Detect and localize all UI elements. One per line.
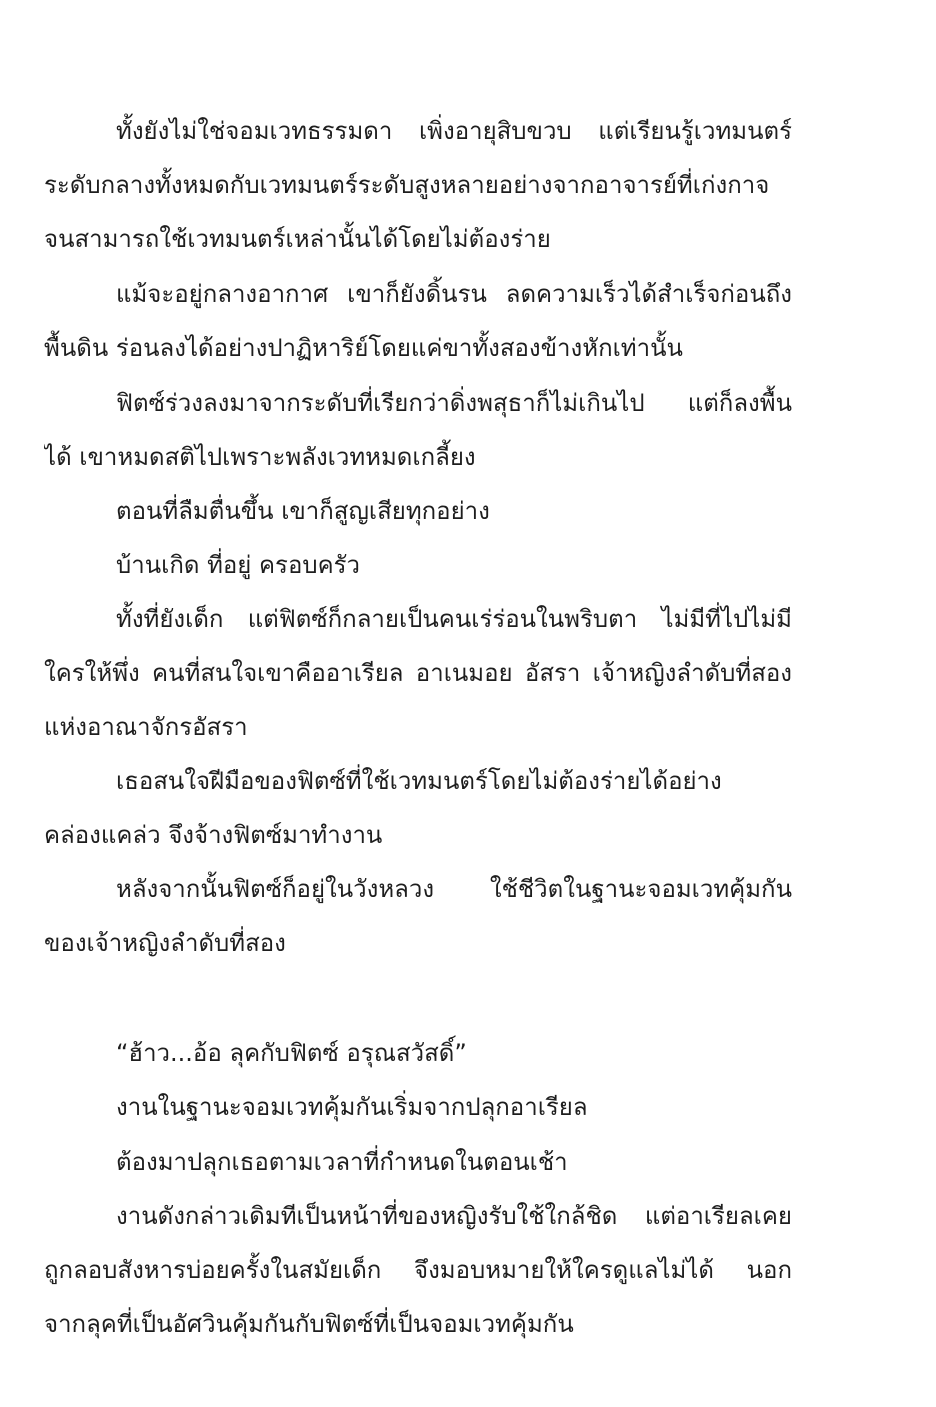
text-line: พื้นดิน ร่อนลงได้อย่างปาฏิหาริย์โดยแค่ขาทั้งสองข้างหักเท่านั้น [44,334,683,362]
text-line: งานดังกล่าวเดิมทีเป็นหน้าที่ของหญิงรับใช้ใกล้ชิด แต่อาเรียลเคย [116,1202,792,1230]
text-line: ได้ เขาหมดสติไปเพราะพลังเวทหมดเกลี้ยง [44,443,476,471]
text-line: ของเจ้าหญิงลำดับที่สอง [44,929,286,957]
text-line: จนสามารถใช้เวทมนตร์เหล่านั้นได้โดยไม่ต้องร่าย [44,225,551,253]
text-line: คล่องแคล่ว จึงจ้างฟิตซ์มาทำงาน [44,821,383,849]
text-line: ทั้งที่ยังเด็ก แต่ฟิตซ์ก็กลายเป็นคนเร่ร่อนในพริบตา ไม่มีที่ไปไม่มี [116,605,792,633]
text-line: ฟิตซ์ร่วงลงมาจากระดับที่เรียกว่าดิ่งพสุธาก็ไม่เกินไป แต่ก็ลงพื้น [116,389,792,417]
text-line: ตอนที่ลืมตื่นขึ้น เขาก็สูญเสียทุกอย่าง [116,497,490,525]
text-line: เธอสนใจฝีมือของฟิตซ์ที่ใช้เวทมนตร์โดยไม่ต้องร่ายได้อย่าง [116,767,722,795]
text-line: ถูกลอบสังหารบ่อยครั้งในสมัยเด็ก จึงมอบหมายให้ใครดูแลไม่ได้ นอก [44,1256,792,1284]
text-line: งานในฐานะจอมเวทคุ้มกันเริ่มจากปลุกอาเรียล [116,1093,588,1121]
text-line: ต้องมาปลุกเธอตามเวลาที่กำหนดในตอนเช้า [116,1148,568,1176]
text-line: ระดับกลางทั้งหมดกับเวทมนตร์ระดับสูงหลายอย่างจากอาจารย์ที่เก่งกาจ [44,171,770,199]
text-line: จากลุคที่เป็นอัศวินคุ้มกันกับฟิตซ์ที่เป็นจอมเวทคุ้มกัน [44,1310,574,1338]
text-line: แห่งอาณาจักรอัสรา [44,713,248,741]
text-line: หลังจากนั้นฟิตซ์ก็อยู่ในวังหลวง ใช้ชีวิตในฐานะจอมเวทคุ้มกัน [116,875,792,903]
text-line: แม้จะอยู่กลางอากาศ เขาก็ยังดิ้นรน ลดความเร็วได้สำเร็จก่อนถึง [116,280,792,308]
text-line: ใครให้พึ่ง คนที่สนใจเขาคืออาเรียล อาเนมอย อัสรา เจ้าหญิงลำดับที่สอง [44,659,792,687]
text-line: ทั้งยังไม่ใช่จอมเวทธรรมดา เพิ่งอายุสิบขวบ แต่เรียนรู้เวทมนตร์ [116,117,792,145]
text-line: บ้านเกิด ที่อยู่ ครอบครัว [116,551,361,579]
dialogue-line: “ฮ้าว...อ้อ ลุคกับฟิตซ์ อรุณสวัสดิ์” [116,1039,467,1067]
